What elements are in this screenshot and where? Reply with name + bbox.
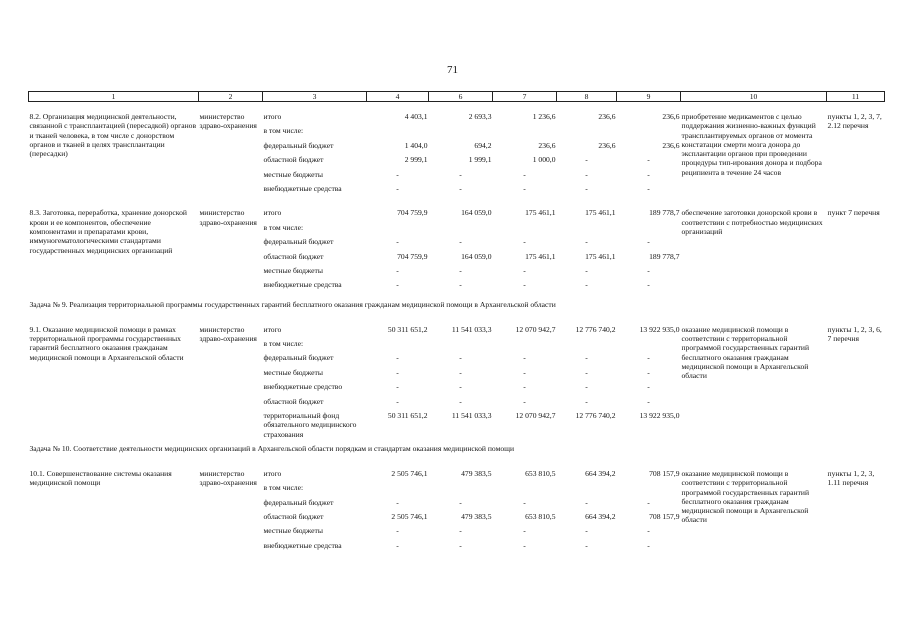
amount-cell [367,339,429,353]
amount-cell: - [459,540,462,550]
funding-source: областной бюджет [263,155,324,165]
amount-cell: - [647,497,650,507]
amount-cell: - [647,265,650,275]
amount-cell: - [523,265,526,275]
amount-cell [429,339,493,353]
amount-cell: - [647,155,650,165]
amount-cell: 1 236,6 [532,112,556,121]
table-row [29,208,885,222]
indicator-reference: пункты 1, 2, 3, 1.11 перечня [827,468,875,488]
amount-cell: 11 541 033,3 [451,411,492,421]
amount-cell: - [396,353,399,363]
task-title: Задача № 9. Реализация территориальной программы государственных гарантий бесплатного оказания гражданам медицинской помощи в Архангельской области [29,300,556,310]
expected-result: оказание медицинской помощи в соответствии с территориальной программой государственных гарантий бесплатного оказания гражданам медицинской помощи в Архангельской области [681,324,810,381]
expected-result: приобретение медикаментов с целью поддержания жизненно-важных функций трансплантируемых органов от момента констатации смерти мозга донора до эксплантации органов при проведении процедуры тип-ирования донора и подбора реципиента в течение 24 часов [681,112,822,177]
funding-source: в том числе: [263,339,304,349]
amount-cell: 175 461,1 [525,208,556,218]
amount-cell: - [523,382,526,392]
column-header-3: 3 [263,92,367,102]
amount-cell: - [585,526,588,536]
amount-cell: 653 810,5 [525,468,556,478]
amount-cell: - [585,280,588,290]
amount-cell: 694,2 [474,140,492,150]
amount-cell [617,126,681,140]
amount-cell: 175 461,1 [525,251,556,261]
funding-source: в том числе: [263,222,304,232]
amount-cell [493,126,557,140]
amount-cell: 2 999,1 [404,155,428,165]
amount-cell: 50 311 651,2 [387,411,428,421]
amount-cell: - [647,382,650,392]
amount-cell: - [585,265,588,275]
amount-cell [557,483,617,497]
measure-name: 9.1. Оказание медицинской помощи в рамках территориальной программы государственных гарантий бесплатного оказания гражданам медицинской помощи в Архангельской области [29,324,184,362]
executor: министерство здраво-охранения [199,112,257,131]
amount-cell: 11 541 033,3 [451,324,492,334]
funding-source: федеральный бюджет [263,497,334,507]
column-header-11: 11 [827,92,885,102]
measure-name: 10.1. Совершенствование системы оказания медицинской помощи [29,468,172,488]
amount-cell: - [459,382,462,392]
amount-cell: - [585,497,588,507]
amount-cell: 50 311 651,2 [387,324,428,334]
funding-source: местные бюджеты [263,526,323,536]
amount-cell: - [585,367,588,377]
amount-cell [493,223,557,237]
funding-source: внебюджетные средства [263,540,342,550]
funding-source: итого [263,208,282,218]
funding-source: итого [263,112,282,121]
column-header-7: 7 [493,92,557,102]
column-header-4: 4 [367,92,429,102]
amount-cell: 704 759,9 [397,251,428,261]
amount-cell: - [647,183,650,193]
amount-cell: 189 778,7 [649,251,680,261]
amount-cell: 664 394,2 [585,512,616,522]
amount-cell [367,223,429,237]
funding-source: внебюджетные средства [263,183,342,193]
amount-cell: - [396,382,399,392]
amount-cell: - [396,396,399,406]
amount-cell: - [523,237,526,247]
amount-cell: - [523,396,526,406]
amount-cell: 236,6 [598,140,616,150]
amount-cell [493,339,557,353]
amount-cell [617,339,681,353]
expected-result: оказание медицинской помощи в соответствии с территориальной программой государственных гарантий бесплатного оказания гражданам медицинской помощи в Архангельской области [681,468,810,525]
amount-cell: - [647,396,650,406]
funding-source: федеральный бюджет [263,237,334,247]
executor: министерство здраво-охранения [199,208,257,227]
amount-cell: 175 461,1 [585,251,616,261]
funding-source: местные бюджеты [263,265,323,275]
column-header-2: 2 [199,92,263,102]
funding-source: местные бюджеты [263,367,323,377]
amount-cell: - [647,280,650,290]
funding-source: в том числе: [263,126,304,136]
page-number: 71 [447,64,458,76]
amount-cell: 2 693,3 [468,112,492,121]
amount-cell: - [396,183,399,193]
funding-source: внебюджетные средство [263,382,343,392]
spacer-row [29,315,885,325]
funding-source: местные бюджеты [263,169,323,179]
amount-cell: - [523,367,526,377]
amount-cell: - [647,367,650,377]
amount-cell: - [459,183,462,193]
amount-cell: - [523,526,526,536]
amount-cell: 708 157,9 [649,512,680,522]
amount-cell: - [647,169,650,179]
amount-cell: 708 157,9 [649,468,680,478]
amount-cell: - [459,265,462,275]
amount-cell [429,223,493,237]
funding-source: итого [263,324,282,334]
amount-cell: - [459,396,462,406]
amount-cell: - [459,237,462,247]
amount-cell: - [396,169,399,179]
amount-cell: - [459,526,462,536]
amount-cell: 704 759,9 [397,208,428,218]
indicator-reference: пункт 7 перечня [827,208,880,218]
amount-cell: - [396,367,399,377]
amount-cell: - [459,353,462,363]
funding-source: областной бюджет [263,512,324,522]
amount-cell: 12 776 740,2 [575,411,616,421]
amount-cell [557,339,617,353]
program-table [28,91,885,555]
amount-cell: - [459,169,462,179]
amount-cell: - [459,367,462,377]
amount-cell: - [396,540,399,550]
amount-cell: - [585,353,588,363]
table-row [29,325,885,339]
amount-cell: - [585,169,588,179]
task-row [29,295,885,315]
amount-cell: - [647,540,650,550]
funding-source: территориальный фонд обязательного медицинского страхования [263,411,357,439]
amount-cell: - [647,353,650,363]
amount-cell: 13 922 935,0 [639,411,680,421]
amount-cell: 12 070 942,7 [515,411,556,421]
table-row [29,469,885,483]
amount-cell: 1 000,0 [532,155,556,165]
amount-cell: 1 999,1 [468,155,492,165]
measure-name: 8.3. Заготовка, переработка, хранение донорской крови и ее компонентов, обеспечение компонентами и препаратами крови, иммуногематологическими стандартами государственных медицинских организаций [29,208,187,255]
amount-cell: - [647,237,650,247]
amount-cell: - [396,497,399,507]
spacer-row [29,198,885,208]
amount-cell: - [396,280,399,290]
amount-cell: 2 505 746,1 [391,512,428,522]
task-row [29,439,885,459]
amount-cell [557,126,617,140]
funding-source: областной бюджет [263,396,324,406]
amount-cell [429,126,493,140]
amount-cell: 164 059,0 [461,251,492,261]
amount-cell [557,223,617,237]
task-title: Задача № 10. Соответствие деятельности медицинских организаций в Архангельской области порядкам и стандартам оказания медицинской помощи [29,444,515,454]
amount-cell: 236,6 [598,112,616,121]
funding-source: в том числе: [263,483,304,493]
executor: министерство здраво-охранения [199,324,257,343]
amount-cell [367,483,429,497]
amount-cell: - [647,526,650,536]
amount-cell: 653 810,5 [525,512,556,522]
column-header-10: 10 [681,92,827,102]
column-header-1: 1 [29,92,199,102]
amount-cell: - [396,265,399,275]
indicator-reference: пункты 1, 2, 3, 7, 2.12 перечня [827,112,882,131]
amount-cell: - [523,169,526,179]
column-header-8: 8 [557,92,617,102]
amount-cell [367,126,429,140]
funding-source: федеральный бюджет [263,353,334,363]
amount-cell: - [585,237,588,247]
amount-cell: 175 461,1 [585,208,616,218]
amount-cell: - [585,183,588,193]
amount-cell: 1 404,0 [404,140,428,150]
amount-cell: - [523,540,526,550]
amount-cell: - [585,155,588,165]
amount-cell: 479 383,5 [461,512,492,522]
amount-cell: 236,6 [662,112,680,121]
header-row [29,92,885,102]
amount-cell: 479 383,5 [461,468,492,478]
column-header-9: 9 [617,92,681,102]
amount-cell: 4 403,1 [404,112,428,121]
amount-cell: - [585,396,588,406]
indicator-reference: пункты 1, 2, 3, 6, 7 перечня [827,324,882,343]
column-header-6: 6 [429,92,493,102]
amount-cell: 12 776 740,2 [575,324,616,334]
funding-source: внебюджетные средства [263,280,342,290]
amount-cell: 664 394,2 [585,468,616,478]
amount-cell: - [585,540,588,550]
amount-cell: 12 070 942,7 [515,324,556,334]
spacer-row [29,459,885,469]
amount-cell [429,483,493,497]
amount-cell: 2 505 746,1 [391,468,428,478]
amount-cell [617,223,681,237]
funding-source: итого [263,468,282,478]
amount-cell: 13 922 935,0 [639,324,680,334]
amount-cell: 164 059,0 [461,208,492,218]
amount-cell [493,483,557,497]
executor: министерство здраво-охранения [199,468,257,488]
expected-result: обеспечение заготовки донорской крови в соответствии с потребностью медицинских организаций [681,208,823,236]
funding-source: федеральный бюджет [263,140,334,150]
amount-cell: 236,6 [662,140,680,150]
amount-cell: - [523,353,526,363]
measure-name: 8.2. Организация медицинской деятельности, связанной с трансплантацией (пересадкой) органов и тканей человека, в том числе с донорством органов и тканей в целях трансплантации (пересадки) [29,112,197,159]
spacer-row [29,102,885,113]
amount-cell: - [523,183,526,193]
amount-cell: 236,6 [538,140,556,150]
amount-cell: - [523,280,526,290]
amount-cell: - [396,526,399,536]
amount-cell: - [459,280,462,290]
funding-source: областной бюджет [263,251,324,261]
amount-cell: 189 778,7 [649,208,680,218]
amount-cell: - [585,382,588,392]
amount-cell: - [523,497,526,507]
table-row [29,112,885,126]
amount-cell: - [396,237,399,247]
amount-cell [617,483,681,497]
amount-cell: - [459,497,462,507]
